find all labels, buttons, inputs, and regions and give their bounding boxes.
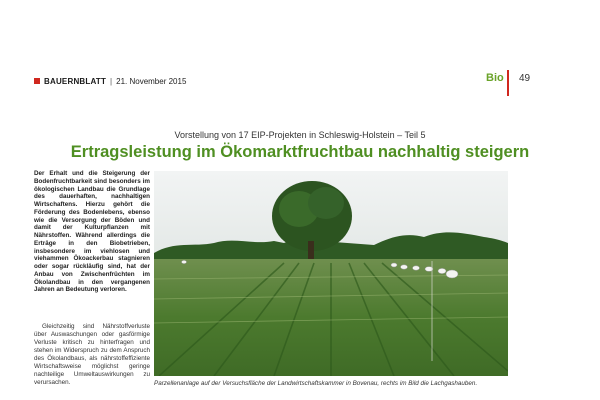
masthead-separator: | [110,76,113,86]
section-divider [507,70,509,96]
article-headline: Ertragsleistung im Ökomarktfruchtbau nachhaltig steigern [70,143,530,161]
brand-square-icon [34,78,40,84]
issue-date: 21. November 2015 [116,76,187,86]
article-kicker: Vorstellung von 17 EIP-Projekten in Schleswig-Holstein – Teil 5 [174,130,426,140]
masthead [34,74,186,88]
page-number: 49 [519,73,531,84]
article-body: Gleichzeitig sind Nährstoffverluste über Auswaschungen oder gasförmige Verluste kritisch zu hinterfragen und stehen im Widerspruch zu dem Anspruch des Ökolandbaus, als nährstoffeffiziente Wirtschaftsweise möglichst geringe nachteilige Umweltauswirkungen zu verursachen. [34,323,150,386]
article-lead: Der Erhalt und die Steigerung der Bodenfruchtbarkeit sind besonders im ökologischen Landbau die Grundlage des dauerhaften, nachhaltigen Wirtschaftens. Hierzu gehört die Förderung des Bodenlebens, ebenso wie die Versorgung der Böden und damit der Kulturpflanzen mit Nährstoffen. Während allerdings die Erträge in den Biobetrieben, insbesondere im viehlosen und viehammen Ökoackerbau stagnieren oder sogar rückläufig sind, hat der Anbau von Zwischenfrüchten im Ökolandbau in den vergangenen Jahren an Bedeutung verloren. [34,170,150,294]
publication-name: BAUERNBLATT [44,76,107,86]
field-trial-photo [154,171,508,376]
section-label: Bio [486,72,504,84]
photo-caption: Parzellenanlage auf der Versuchsfläche der Landwirtschaftskammer in Bovenau, rechts im Bild die Lachgashauben. [154,380,478,387]
